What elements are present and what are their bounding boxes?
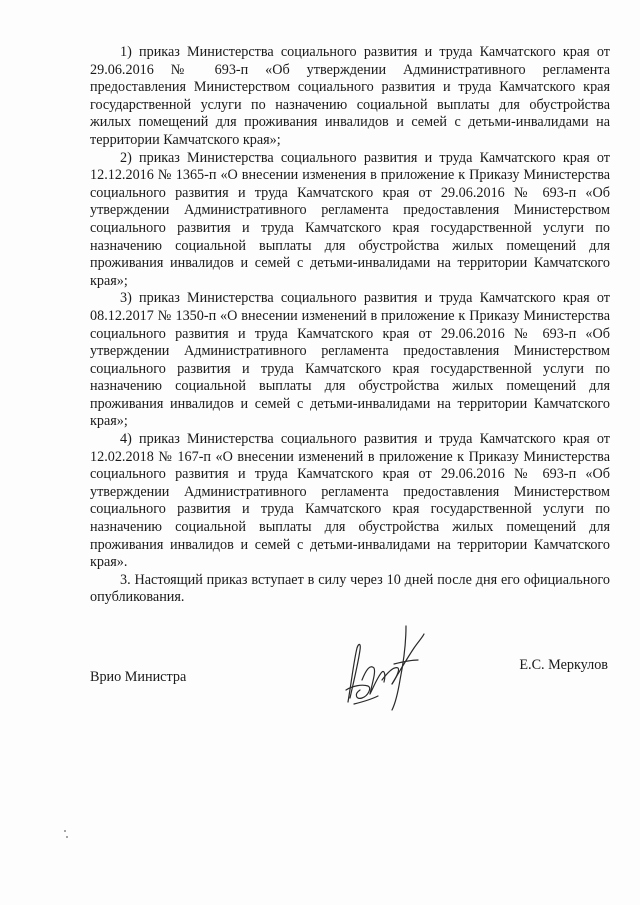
document-body	[90, 44, 610, 607]
paragraph-item-1: 1) приказ Министерства социального развития и труда Камчатского края от 29.06.2016 № 693-п «Об утверждении Административного регламента предоставления Министерством социального развития и труда Камчатского края государственной услуги по назначению социальной выплаты для обустройства жилых помещений для проживания инвалидов и семей с детьми-инвалидами на территории Камчатского края»;	[90, 44, 610, 148]
scan-speck	[66, 836, 68, 838]
paragraph-item-4: 4) приказ Министерства социального развития и труда Камчатского края от 12.02.2018 № 167-п «О внесении изменений в приложение к Приказу Министерства социального развития и труда Камчатского края от 29.06.2016 № 693-п «Об утверждении Административного регламента предоставления Министерством социального развития и труда Камчатского края государственной услуги по назначению социальной выплаты для обустройства жилых помещений для проживания инвалидов и семей с детьми-инвалидами на территории Камчатского края».	[90, 431, 610, 571]
signatory-position: Врио Министра	[90, 669, 187, 685]
paragraph-item-3: 3) приказ Министерства социального развития и труда Камчатского края от 08.12.2017 № 1350-п «О внесении изменений в приложение к Приказу Министерства социального развития и труда Камчатского края от 29.06.2016 № 693-п «Об утверждении Административного регламента предоставления Министерством социального развития и труда Камчатского края государственной услуги по назначению социальной выплаты для обустройства жилых помещений для проживания инвалидов и семей с детьми-инвалидами на территории Камчатского края»;	[90, 290, 610, 430]
scan-speck	[64, 830, 66, 832]
signature-block	[90, 610, 610, 720]
paragraph-effective-date: 3. Настоящий приказ вступает в силу через 10 дней после дня его официального опубликования.	[90, 571, 610, 606]
paragraph-item-2: 2) приказ Министерства социального развития и труда Камчатского края от 12.12.2016 № 1365-п «О внесении изменения в приложение к Приказу Министерства социального развития и труда Камчатского края от 29.06.2016 № 693-п «Об утверждении Административного регламента предоставления Министерством социального развития и труда Камчатского края государственной услуги по назначению социальной выплаты для обустройства жилых помещений для проживания инвалидов и семей с детьми-инвалидами на территории Камчатского края»;	[90, 149, 610, 289]
signatory-name: Е.С. Меркулов	[519, 657, 608, 673]
handwritten-signature-icon	[332, 620, 432, 715]
